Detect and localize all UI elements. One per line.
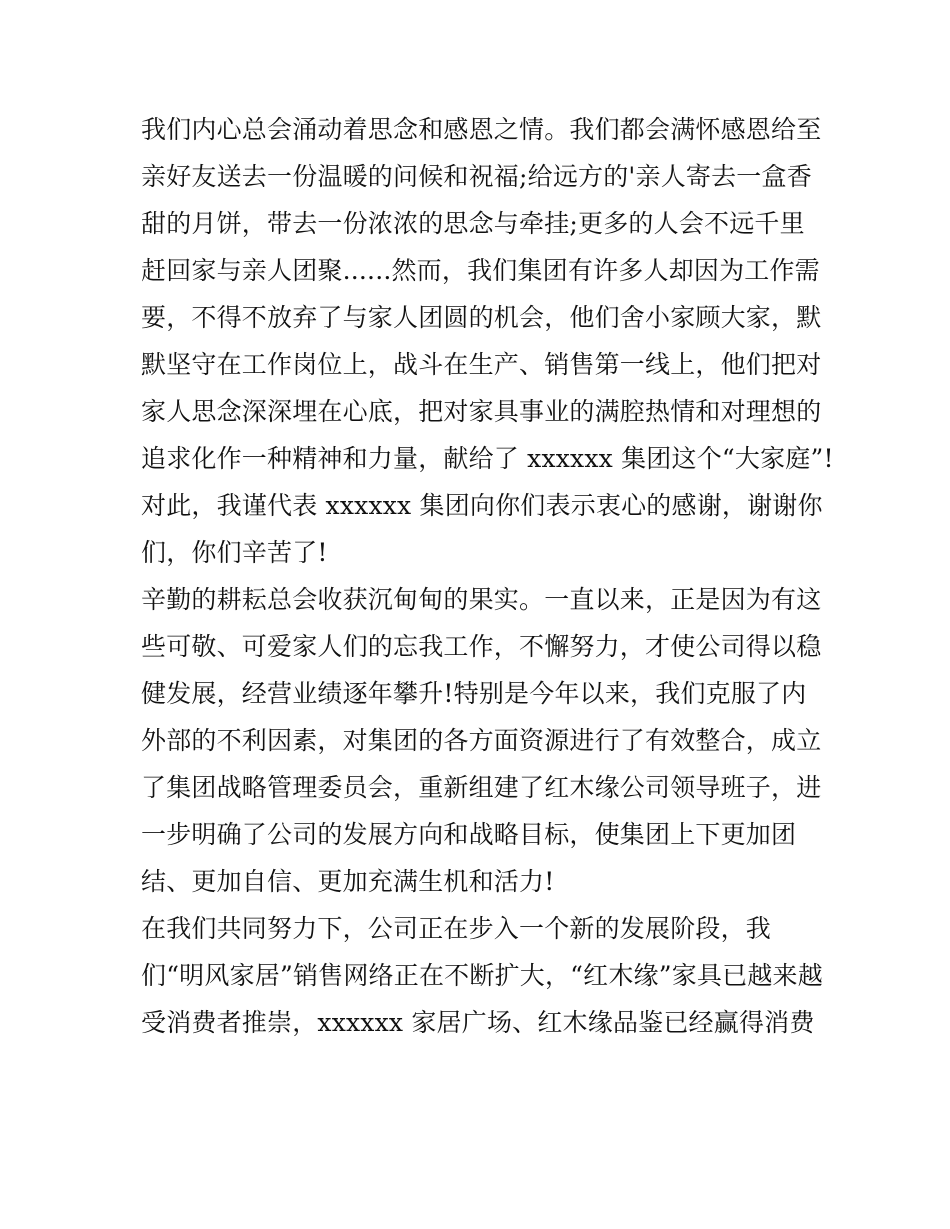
text-line: 家人思念深深埋在心底，把对家具事业的满腔热情和对理想的 <box>141 397 822 426</box>
document-body <box>141 106 834 1046</box>
text-line: 追求化作一种精神和力量，献给了 xxxxxx 集团这个“大家庭”! <box>141 444 834 473</box>
text-line: 要，不得不放弃了与家人团圆的机会，他们舍小家顾大家，默 <box>141 303 822 332</box>
text-line: 亲好友送去一份温暖的问候和祝福;给远方的'亲人寄去一盒香 <box>141 162 812 191</box>
text-line: 些可敬、可爱家人们的忘我工作，不懈努力，才使公司得以稳 <box>141 632 822 661</box>
text-line: 在我们共同努力下，公司正在步入一个新的发展阶段，我 <box>141 914 772 943</box>
text-line: 甜的月饼，带去一份浓浓的思念与牵挂;更多的人会不远千里 <box>141 209 805 238</box>
text-line: 我们内心总会涌动着思念和感恩之情。我们都会满怀感恩给至 <box>141 115 822 144</box>
text-line: 对此，我谨代表 xxxxxx 集团向你们表示衷心的感谢，谢谢你 <box>141 491 823 520</box>
text-line: 外部的不利因素，对集团的各方面资源进行了有效整合，成立 <box>141 726 822 755</box>
text-line: 们，你们辛苦了! <box>141 538 328 567</box>
text-line: 健发展，经营业绩逐年攀升!特别是今年以来，我们克服了内 <box>141 679 807 708</box>
text-line: 结、更加自信、更加充满生机和活力! <box>141 867 555 896</box>
text-line: 们“明风家居”销售网络正在不断扩大，“红木缘”家具已越来越 <box>141 961 823 990</box>
text-line: 默坚守在工作岗位上，战斗在生产、销售第一线上，他们把对 <box>141 350 822 379</box>
text-line: 一步明确了公司的发展方向和战略目标，使集团上下更加团 <box>141 820 797 849</box>
text-line: 受消费者推崇，xxxxxx 家居广场、红木缘品鉴已经赢得消费 <box>141 1008 815 1037</box>
text-line: 赶回家与亲人团聚......然而，我们集团有许多人却因为工作需 <box>141 256 820 285</box>
text-line: 辛勤的耕耘总会收获沉甸甸的果实。一直以来，正是因为有这 <box>141 585 822 614</box>
text-line: 了集团战略管理委员会，重新组建了红木缘公司领导班子，进 <box>141 773 822 802</box>
